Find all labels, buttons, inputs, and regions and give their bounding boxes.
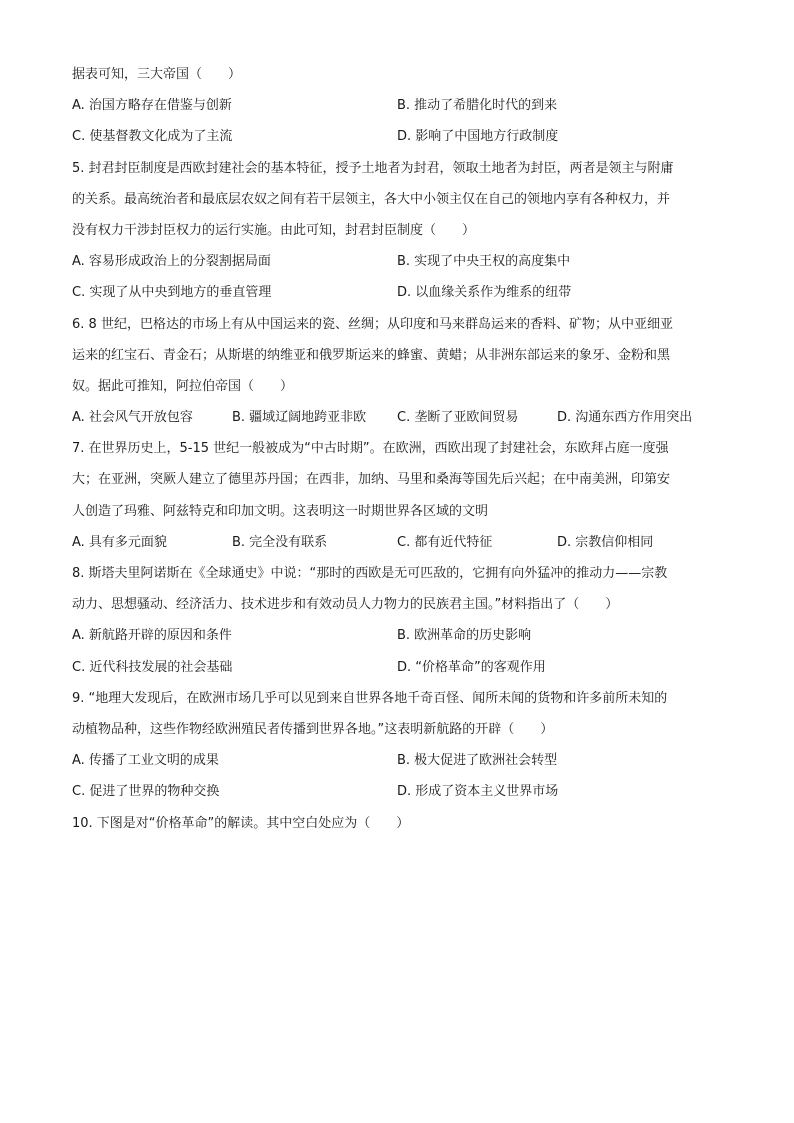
option-b: B. 极大促进了欧洲社会转型	[397, 753, 558, 769]
question-10	[72, 813, 732, 844]
question-stem-line: 没有权力干涉封臣权力的运行实施。由此可知，封君封臣制度（ ）	[72, 222, 476, 238]
option-a: A. 新航路开辟的原因和条件	[72, 628, 232, 644]
option-b: B. 欧洲革命的历史影响	[397, 628, 532, 644]
option-b: B. 完全没有联系	[232, 534, 328, 550]
question-stem-line: 大；在亚洲，突厥人建立了德里苏丹国；在西非，加纳、马里和桑海等国先后兴起；在中南美洲，印第安	[72, 472, 671, 488]
option-a: A. 治国方略存在借鉴与创新	[72, 98, 232, 114]
option-b: B. 实现了中央王权的高度集中	[397, 254, 571, 270]
question-stem-line: 10. 下图是对“价格革命”的解读。其中空白处应为（ ）	[72, 815, 410, 831]
question-stem-line: 据表可知，三大帝国（ ）	[72, 67, 242, 82]
question-stem-line: 9. “地理大发现后，在欧洲市场几乎可以见到来自世界各地千奇百怪、闻所未闻的货物和许多前所未知的	[72, 690, 668, 706]
question-stem-line: 7. 在世界历史上，5-15 世纪一般被成为“中古时期”。在欧洲，西欧出现了封建社会，东欧拜占庭一度强	[72, 441, 669, 457]
options-row	[72, 532, 732, 563]
question-7	[72, 438, 732, 563]
question-stem-line: 人创造了玛雅、阿兹特克和印加文明。这表明这一时期世界各区域的文明	[72, 503, 489, 519]
option-a: A. 社会风气开放包容	[72, 410, 193, 426]
question-8	[72, 563, 732, 688]
options-row	[72, 282, 732, 313]
question-stem-line: 运来的红宝石、青金石；从斯堪的纳维亚和俄罗斯运来的蜂蜜、黄蜡；从非洲东部运来的象牙、金粉和黑	[72, 347, 671, 363]
options-row	[72, 625, 732, 656]
options-row	[72, 750, 732, 781]
option-c: C. 都有近代特征	[397, 534, 493, 550]
option-d: D. 以血缘关系作为维系的纽带	[397, 285, 572, 301]
question-4	[72, 64, 732, 158]
option-d: D. 形成了资本主义世界市场	[397, 784, 559, 800]
question-stem-line: 6. 8 世纪，巴格达的市场上有从中国运来的瓷、丝绸；从印度和马来群岛运来的香料、矿物；从中亚细亚	[72, 316, 673, 332]
option-d: D. 宗教信仰相同	[557, 534, 654, 550]
option-c: C. 近代科技发展的社会基础	[72, 659, 233, 675]
option-a: A. 传播了工业文明的成果	[72, 753, 219, 769]
question-5	[72, 158, 732, 314]
question-6	[72, 314, 732, 439]
question-9	[72, 688, 732, 813]
option-b: B. 疆域辽阔地跨亚非欧	[232, 410, 367, 426]
question-stem-line: 动力、思想骚动、经济活力、技术进步和有效动员人力物力的民族君主国。”材料指出了（ ）	[72, 597, 619, 613]
option-d: D. 影响了中国地方行政制度	[397, 129, 559, 145]
options-row	[72, 95, 732, 126]
options-row	[72, 781, 732, 812]
option-c: C. 促进了世界的物种交换	[72, 784, 220, 800]
question-stem-line: 5. 封君封臣制度是西欧封建社会的基本特征，授予土地者为封君，领取土地者为封臣，两者是领主与附庸	[72, 160, 674, 176]
options-row	[72, 407, 732, 438]
exam-page	[72, 64, 732, 844]
question-stem-line: 奴。据此可推知，阿拉伯帝国（ ）	[72, 378, 294, 394]
option-c: C. 实现了从中央到地方的垂直管理	[72, 285, 272, 301]
question-stem-line: 的关系。最高统治者和最底层农奴之间有若干层领主，各大中小领主仅在自己的领地内享有各种权力，并	[72, 191, 671, 207]
option-c: C. 使基督教文化成为了主流	[72, 129, 233, 145]
option-d: D. 沟通东西方作用突出	[557, 410, 693, 426]
question-stem-line: 8. 斯塔夫里阿诺斯在《全球通史》中说：“那时的西欧是无可匹敌的，它拥有向外猛冲的推动力——宗教	[72, 566, 668, 581]
question-stem-line: 动植物品种，这些作物经欧洲殖民者传播到世界各地。”这表明新航路的开辟（ ）	[72, 721, 554, 737]
option-d: D. “价格革命”的客观作用	[397, 659, 546, 675]
options-row	[72, 126, 732, 157]
options-row	[72, 251, 732, 282]
option-a: A. 容易形成政治上的分裂割据局面	[72, 254, 271, 270]
option-c: C. 垄断了亚欧间贸易	[397, 410, 519, 426]
option-a: A. 具有多元面貌	[72, 534, 167, 550]
options-row	[72, 657, 732, 688]
option-b: B. 推动了希腊化时代的到来	[397, 98, 558, 114]
